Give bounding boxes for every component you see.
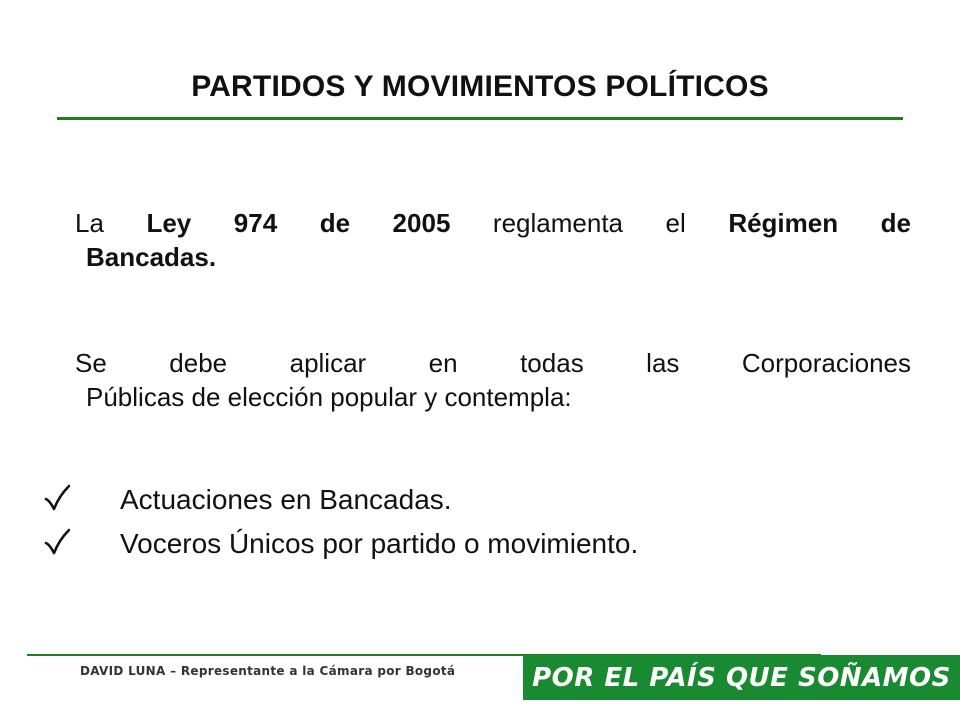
text-ley: Ley 974 de 2005 — [146, 208, 451, 238]
checkmark-icon — [44, 528, 70, 556]
paragraph-aplicar-line1 — [56, 346, 911, 380]
slogan-banner — [523, 655, 960, 700]
slide-title: PARTIDOS Y MOVIMIENTOS POLÍTICOS — [191, 70, 769, 103]
paragraph-ley-line1 — [56, 206, 911, 240]
title-underline — [57, 117, 903, 120]
footer-author: DAVID LUNA – Representante a la Cámara por Bogotá — [80, 664, 456, 678]
bullet-label: Voceros Únicos por partido o movimiento. — [120, 528, 639, 559]
paragraph-ley — [56, 206, 911, 274]
bullet-label: Actuaciones en Bancadas. — [120, 484, 452, 515]
aplicar-line1-text: Se debe aplicar en todas las Corporaciones — [75, 348, 911, 378]
slogan-text: POR EL PAÍS QUE SOÑAMOS — [532, 662, 951, 693]
paragraph-aplicar-line2 — [56, 380, 911, 414]
paragraph-ley-line2 — [56, 240, 911, 274]
paragraph-aplicar — [56, 346, 911, 414]
text-regimen: Régimen de — [728, 208, 911, 238]
text-reglamenta: reglamenta el — [450, 208, 729, 238]
text-la: La — [75, 208, 147, 238]
checkmark-icon — [44, 484, 70, 512]
text-bancadas: Bancadas. — [86, 242, 217, 272]
aplicar-line2-text: Públicas de elección popular y contempla: — [86, 382, 572, 412]
